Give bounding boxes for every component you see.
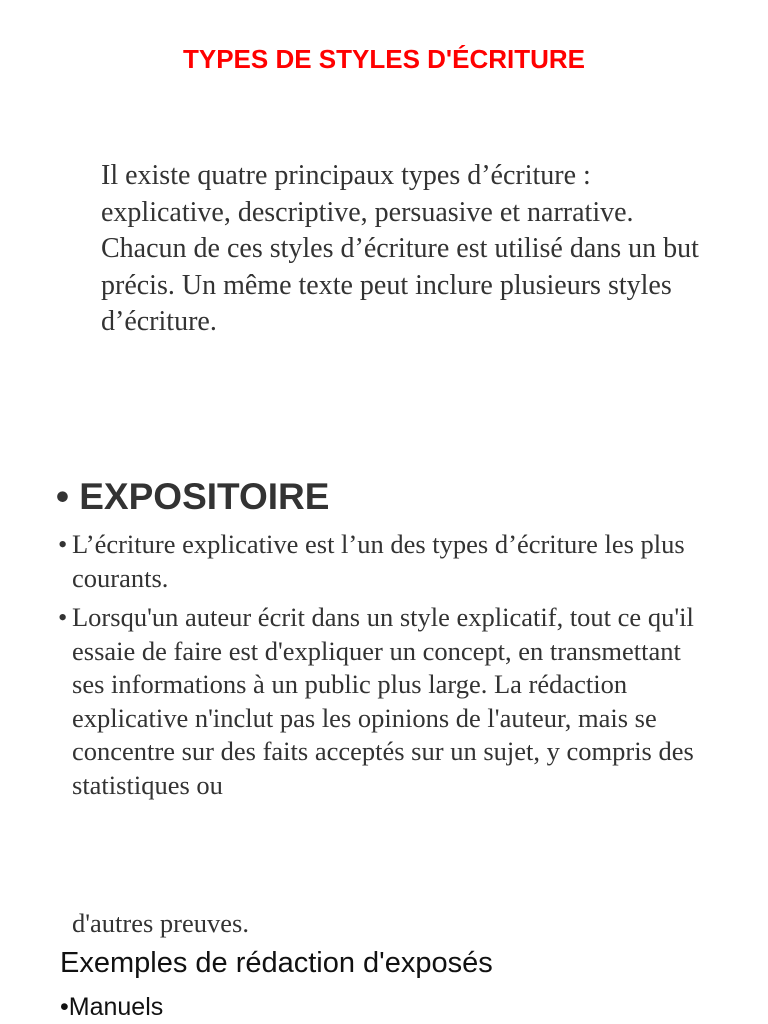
bullet-marker: • — [60, 993, 69, 1021]
page-title: TYPES DE STYLES D'ÉCRITURE — [182, 44, 586, 74]
bullet-text: L’écriture explicative est l’un des types d’écriture les plus courants. — [72, 529, 685, 593]
example-item-text: Manuels — [68, 993, 164, 1021]
bullet-point — [58, 528, 698, 595]
intro-paragraph: Il existe quatre principaux types d’écriture : explicative, descriptive, persuasive et narrative. Chacun de ces styles d’écriture est utilisé dans un but précis. Un même texte peut inclure plusieurs styles d’écriture. — [101, 160, 699, 337]
section-heading — [56, 476, 329, 518]
bullet-marker: • — [58, 602, 68, 632]
bullet-continuation: d'autres preuves. — [72, 908, 249, 938]
example-item — [60, 993, 163, 1022]
bullet-text: Lorsqu'un auteur écrit dans un style explicatif, tout ce qu'il essaie de faire est d'expliquer un concept, en transmettant ses informations à un public plus large. La rédaction explicative n'inclut pas les opinions de l'auteur, mais se concentre sur des faits acceptés sur un sujet, y compris des statistiques ou — [72, 602, 694, 800]
examples-heading: Exemples de rédaction d'exposés — [60, 947, 493, 979]
bullet-marker: • — [58, 529, 68, 559]
bullet-point — [58, 601, 708, 802]
section-bullet: • — [56, 476, 69, 517]
section-heading-text: EXPOSITOIRE — [79, 476, 330, 517]
